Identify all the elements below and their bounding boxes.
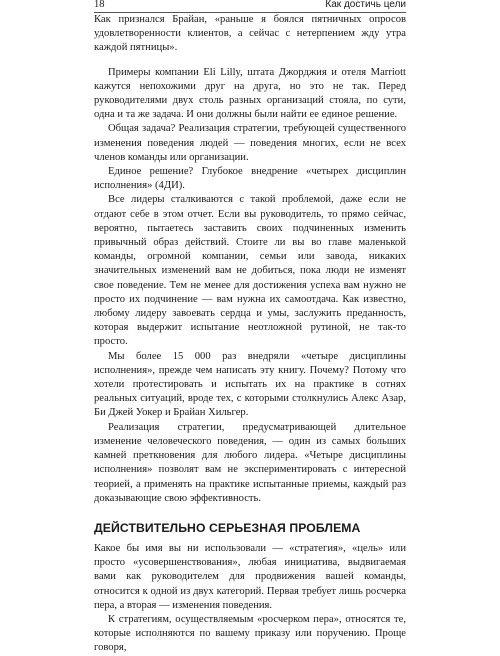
section-heading: ДЕЙСТВИТЕЛЬНО СЕРЬЕЗНАЯ ПРОБЛЕМА xyxy=(94,520,361,535)
page-body xyxy=(94,13,406,656)
paragraph: Единое решение? Глубокое внедрение «четырех дисциплин исполнения» (4ДИ). xyxy=(94,166,406,192)
paragraph: Общая задача? Реализация стратегии, требующей существенного изменения поведения людей — поведения многих, если не всех членов команды или организации. xyxy=(94,123,406,163)
paragraph: Какое бы имя вы ни использовали — «стратегия», «цель» или просто «усовершенствования», любая инициатива, выдвигаемая вами как руководителем для продвижения вашей команды, относится к одной из двух категорий. Первая требует лишь росчерка пера, а вторая — изменения поведения. xyxy=(94,542,406,611)
paragraph: Как признался Брайан, «раньше я боялся пятничных опросов удовлетворенности клиентов, а сейчас с нетерпением жду утра каждой пятницы». xyxy=(94,14,406,54)
paragraph: Мы более 15 000 раз внедряли «четыре дисциплины исполнения», прежде чем написать эту книгу. Почему? Потому что хотели протестировать и испытать их на практике в сотнях реальных ситуаций, вроде тех, с которыми столкнулись Алекс Азар, Би Джей Уокер и Брайан Хильгер. xyxy=(94,350,406,419)
paragraph: Примеры компании Eli Lilly, штата Джорджия и отеля Marriott кажутся непохожими друг на друга, но это не так. Перед руководителями двух столь разных организаций стояла, по сути, одна и та же задача. И они должны были найти ее единое решение. xyxy=(94,66,406,121)
running-title: Как достичь цели xyxy=(325,0,406,10)
paragraph: К стратегиям, осуществляемым «росчерком пера», относятся те, которые исполняются по вашему приказу или поручению. Проще говоря, xyxy=(94,613,406,654)
page-number: 18 xyxy=(94,0,105,10)
paragraph: Реализация стратегии, предусматривающей длительное изменение человеческого поведения, — один из самых больших камней преткновения для любого лидера. «Четыре дисциплины исполнения» позволят вам не экспериментировать с интересной теорией, а применять на практике испытанные приемы, каждый раз доказывающие свою эффективность. xyxy=(94,421,406,504)
paragraph: Все лидеры сталкиваются с такой проблемой, даже если не отдают себе в этом отчет. Если вы руководитель, то прямо сейчас, вероятно, пытаетесь заставить своих подчиненных изменить привычный образ действий. Стоите ли вы во главе маленькой команды, огромной компании, семьи или завода, никаких значительных изменений вам не добиться, пока люди не изменят свое поведение. Тем не менее для достижения успеха вам нужно не просто их подчинение — вам нужна их самоотдача. Как известно, любому лидеру завоевать сердца и умы, заслужить преданность, которая выдержит испытание неотложной рутиной, не так-то просто. xyxy=(94,194,406,348)
